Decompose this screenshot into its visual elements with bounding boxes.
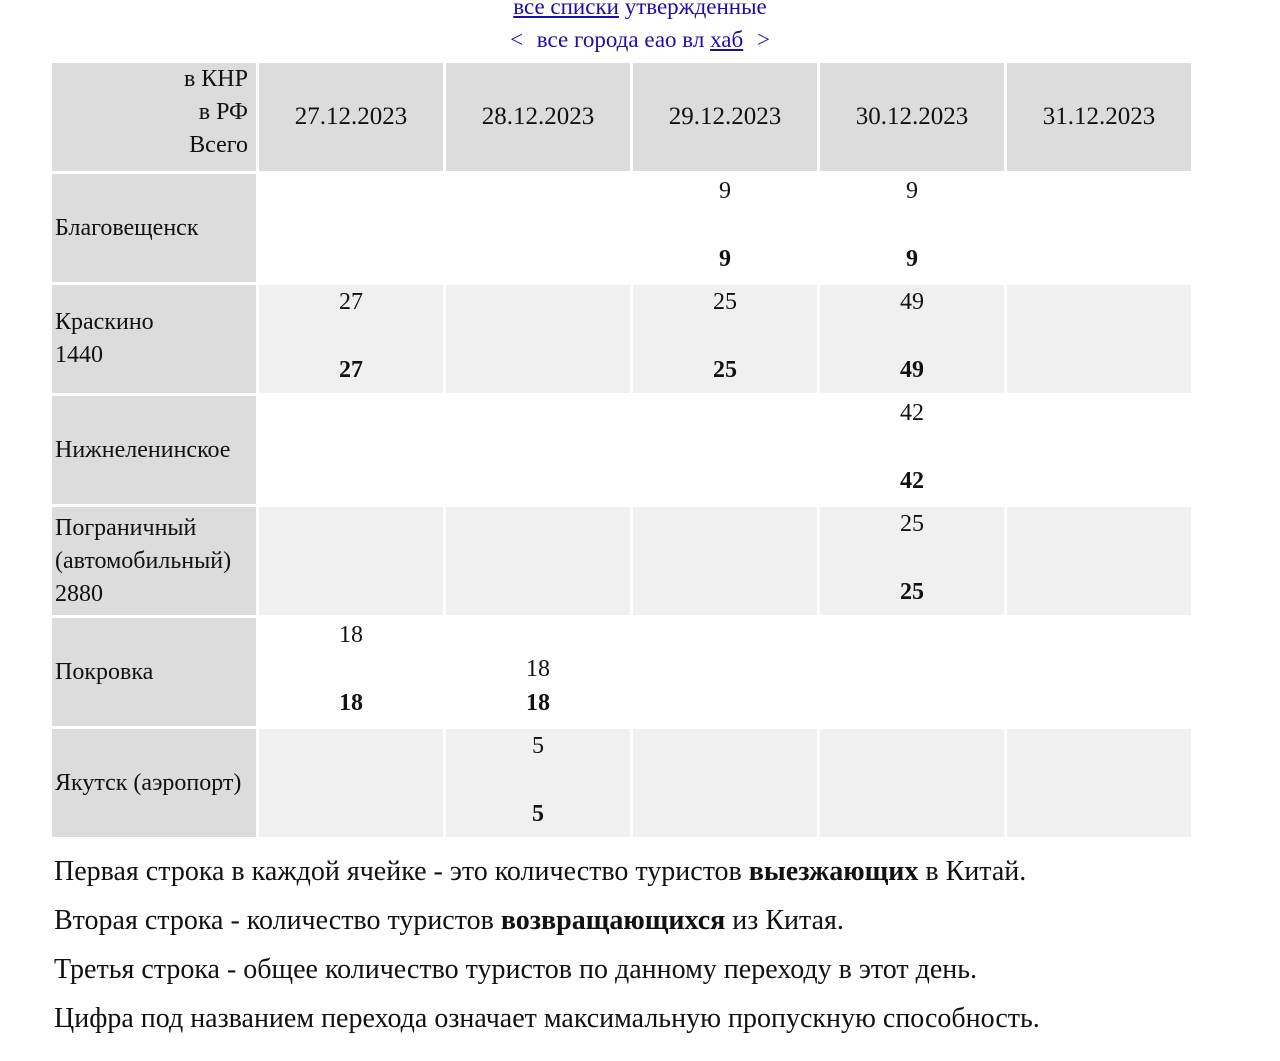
- inbound-count: [1007, 763, 1191, 797]
- corner-total-label: Всего: [189, 132, 248, 158]
- inbound-count: [1007, 541, 1191, 575]
- crossing-name: Нижнеленинское: [55, 436, 231, 463]
- inbound-count: [446, 319, 630, 353]
- crossing-name: Краскино: [55, 309, 154, 335]
- count-cell: [633, 729, 817, 837]
- outbound-count: [446, 285, 630, 319]
- legend-text: Вторая строка - количество туристов: [54, 905, 501, 936]
- table-row: [52, 618, 1191, 726]
- count-cell: [1007, 174, 1191, 282]
- count-cell: [259, 174, 443, 282]
- inbound-count: [446, 208, 630, 242]
- table-row: [52, 285, 1191, 393]
- nav-cities: [0, 27, 1280, 53]
- inbound-count: [446, 763, 630, 797]
- legend-text: Первая строка в каждой ячейке - это количество туристов: [54, 856, 749, 887]
- legend: [54, 847, 1040, 1043]
- count-cell: [633, 174, 817, 282]
- total-count: 27: [339, 357, 363, 383]
- outbound-count: 9: [906, 178, 918, 204]
- inbound-count: [633, 652, 817, 686]
- inbound-count: [1007, 430, 1191, 464]
- count-cell: [446, 618, 630, 726]
- inbound-count: [633, 430, 817, 464]
- outbound-count: 25: [900, 511, 924, 537]
- corner-legend: [52, 63, 256, 171]
- count-cell: [1007, 729, 1191, 837]
- inbound-count: [820, 430, 1004, 464]
- count-cell: [1007, 285, 1191, 393]
- table-row: [52, 507, 1191, 615]
- total-count: 25: [713, 357, 737, 383]
- inbound-count: [633, 763, 817, 797]
- legend-line-3: Третья строка - общее количество туристов по данному переходу в этот день.: [54, 954, 978, 985]
- date-header: 28.12.2023: [446, 63, 630, 171]
- prev-arrow[interactable]: <: [510, 27, 524, 52]
- outbound-count: [1007, 729, 1191, 763]
- table-row: [52, 729, 1191, 837]
- count-cell: [820, 507, 1004, 615]
- total-count: [259, 797, 443, 831]
- outbound-count: 18: [339, 622, 363, 648]
- crossing-name-cell: [52, 174, 256, 282]
- count-cell: [633, 618, 817, 726]
- count-cell: [446, 507, 630, 615]
- table-row: [52, 174, 1191, 282]
- outbound-count: [633, 396, 817, 430]
- outbound-count: [259, 507, 443, 541]
- total-count: 42: [900, 468, 924, 494]
- outbound-count: [633, 729, 817, 763]
- vl-label: вл: [682, 27, 705, 52]
- nav-lists: [0, 0, 1280, 20]
- legend-text: в Китай.: [918, 856, 1027, 887]
- count-cell: [259, 729, 443, 837]
- total-count: [633, 797, 817, 831]
- total-count: [1007, 686, 1191, 720]
- outbound-count: [1007, 507, 1191, 541]
- total-count: [1007, 464, 1191, 498]
- count-cell: [446, 174, 630, 282]
- count-cell: [633, 507, 817, 615]
- outbound-count: [1007, 174, 1191, 208]
- total-count: [1007, 353, 1191, 387]
- legend-bold: выезжающих: [748, 856, 919, 887]
- outbound-count: [820, 729, 1004, 763]
- total-count: 5: [532, 801, 544, 827]
- inbound-count: [259, 652, 443, 686]
- count-cell: [446, 729, 630, 837]
- inbound-count: [259, 319, 443, 353]
- total-count: [446, 575, 630, 609]
- crossing-name: Благовещенск: [55, 214, 199, 241]
- crossing-name-cell: [52, 396, 256, 504]
- date-header: 30.12.2023: [820, 63, 1004, 171]
- total-count: 18: [339, 690, 363, 716]
- total-count: [820, 797, 1004, 831]
- total-count: [820, 686, 1004, 720]
- total-count: 18: [526, 690, 550, 716]
- count-cell: [1007, 507, 1191, 615]
- outbound-count: [446, 618, 630, 652]
- crossing-name-cell: [52, 729, 256, 837]
- total-count: 49: [900, 357, 924, 383]
- count-cell: [446, 285, 630, 393]
- inbound-count: [820, 763, 1004, 797]
- legend-text: из Китая.: [725, 905, 844, 936]
- next-arrow[interactable]: >: [756, 27, 770, 52]
- inbound-count: [820, 541, 1004, 575]
- crossing-capacity: 1440: [55, 342, 103, 368]
- inbound-count: [820, 208, 1004, 242]
- inbound-count: [633, 541, 817, 575]
- total-count: [446, 242, 630, 276]
- count-cell: [820, 285, 1004, 393]
- outbound-count: [1007, 396, 1191, 430]
- inbound-count: [259, 208, 443, 242]
- total-count: [633, 464, 817, 498]
- table-row: [52, 396, 1191, 504]
- total-count: 9: [719, 246, 731, 272]
- count-cell: [259, 285, 443, 393]
- outbound-count: [1007, 285, 1191, 319]
- legend-line-1: [54, 847, 1040, 896]
- header-row: [52, 63, 1191, 171]
- inbound-count: [1007, 652, 1191, 686]
- outbound-count: [633, 507, 817, 541]
- total-count: [633, 575, 817, 609]
- outbound-count: 9: [719, 178, 731, 204]
- corner-in-label: в РФ: [198, 99, 248, 125]
- count-cell: [820, 618, 1004, 726]
- outbound-count: [820, 618, 1004, 652]
- eao-label: еао: [644, 27, 677, 52]
- inbound-count: [259, 763, 443, 797]
- count-cell: [1007, 618, 1191, 726]
- inbound-count: [1007, 208, 1191, 242]
- total-count: 9: [906, 246, 918, 272]
- total-count: [259, 464, 443, 498]
- count-cell: [446, 396, 630, 504]
- total-count: [1007, 797, 1191, 831]
- outbound-count: 5: [532, 733, 544, 759]
- inbound-count: [633, 319, 817, 353]
- outbound-count: [446, 507, 630, 541]
- inbound-count: [446, 541, 630, 575]
- count-cell: [820, 729, 1004, 837]
- total-count: [259, 242, 443, 276]
- legend-bold: возвращающихся: [500, 905, 726, 936]
- inbound-count: [633, 208, 817, 242]
- inbound-count: [820, 652, 1004, 686]
- crossing-capacity: 2880: [55, 580, 103, 607]
- inbound-count: [259, 541, 443, 575]
- outbound-count: [446, 396, 630, 430]
- outbound-count: [259, 396, 443, 430]
- date-header: 29.12.2023: [633, 63, 817, 171]
- outbound-count: 42: [900, 400, 924, 426]
- outbound-count: [259, 729, 443, 763]
- legend-line-2: [54, 896, 1040, 945]
- total-count: [633, 686, 817, 720]
- legend-line-4: Цифра под названием перехода означает максимальную пропускную способность.: [54, 1003, 1040, 1034]
- hab-link[interactable]: хаб: [710, 27, 744, 52]
- crossing-name: Якутск (аэропорт): [55, 769, 242, 796]
- count-cell: [820, 396, 1004, 504]
- approved-label: утвержденные: [624, 0, 767, 19]
- crossing-name: Покровка: [55, 658, 154, 685]
- total-count: [446, 353, 630, 387]
- date-header: 31.12.2023: [1007, 63, 1191, 171]
- count-cell: [633, 396, 817, 504]
- crossings-table: [49, 60, 1194, 840]
- total-count: [1007, 242, 1191, 276]
- all-lists-link[interactable]: все списки: [513, 0, 619, 19]
- count-cell: [1007, 396, 1191, 504]
- crossing-name: Пограничный (автомобильный): [55, 514, 232, 574]
- outbound-count: 49: [900, 289, 924, 315]
- inbound-count: [259, 430, 443, 464]
- corner-out-label: в КНР: [183, 66, 248, 92]
- inbound-count: [820, 319, 1004, 353]
- total-count: [446, 464, 630, 498]
- total-count: 25: [900, 579, 924, 605]
- crossing-name-cell: [52, 285, 256, 393]
- outbound-count: [259, 174, 443, 208]
- crossing-name-cell: [52, 507, 256, 615]
- outbound-count: [1007, 618, 1191, 652]
- date-header: 27.12.2023: [259, 63, 443, 171]
- outbound-count: [446, 174, 630, 208]
- total-count: [259, 575, 443, 609]
- inbound-count: [446, 430, 630, 464]
- count-cell: [259, 618, 443, 726]
- outbound-count: 27: [339, 289, 363, 315]
- inbound-count: [1007, 319, 1191, 353]
- count-cell: [259, 396, 443, 504]
- inbound-count: 18: [526, 656, 550, 682]
- all-cities-label: все города: [536, 27, 639, 52]
- count-cell: [820, 174, 1004, 282]
- count-cell: [633, 285, 817, 393]
- crossing-name-cell: [52, 618, 256, 726]
- total-count: [1007, 575, 1191, 609]
- outbound-count: 25: [713, 289, 737, 315]
- outbound-count: [633, 618, 817, 652]
- count-cell: [259, 507, 443, 615]
